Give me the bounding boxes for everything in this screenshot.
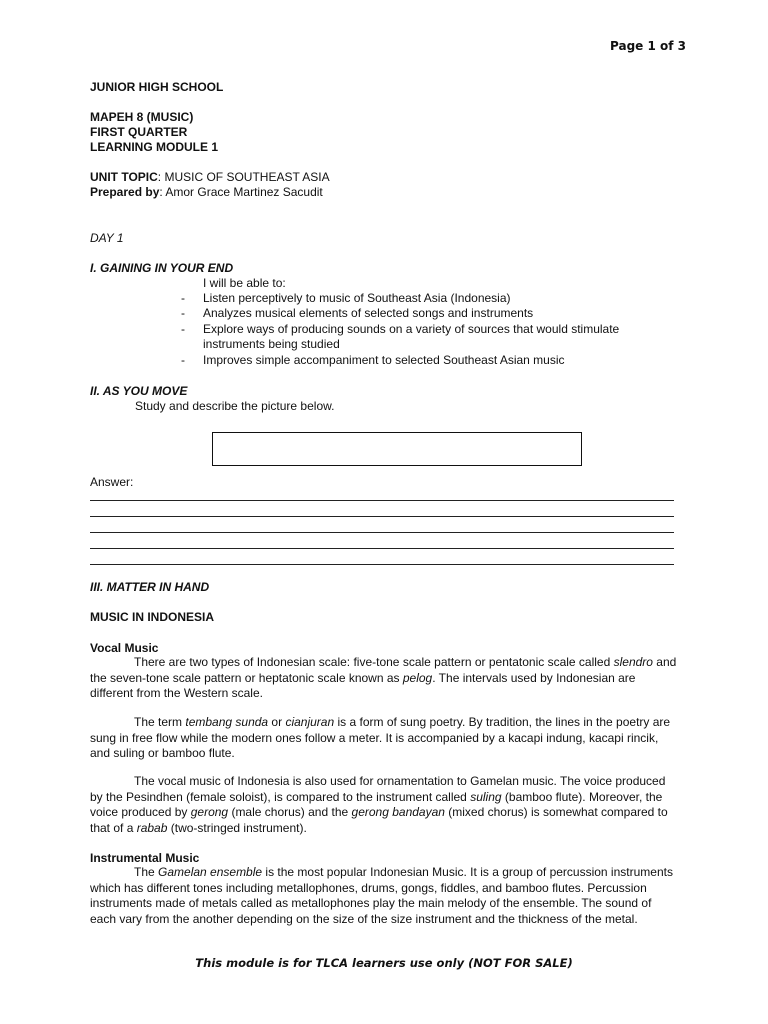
term-suling: suling	[470, 789, 502, 804]
answer-line	[90, 516, 674, 517]
picture-instruction: Study and describe the picture below.	[135, 399, 335, 413]
prepared-by	[90, 185, 323, 200]
answer-line	[90, 532, 674, 533]
vocal-paragraph-2: The term tembang sunda or cianjuran is a form of sung poetry. By tradition, the lines in the poetry are sung in free flow while the modern ones follow a meter. It is accompanied by a kacapi indung, kacapi rincik, and suling or bamboo flute.	[90, 715, 671, 760]
module-title: LEARNING MODULE 1	[90, 140, 219, 154]
answer-line	[90, 548, 674, 549]
objective-item: - Analyzes musical elements of selected songs and instruments	[181, 306, 534, 320]
term-rabab: rabab	[136, 820, 168, 835]
term-cianjuran: cianjuran	[285, 715, 335, 729]
term-gamelan-ensemble: Gamelan ensemble	[158, 865, 263, 879]
answer-line	[90, 500, 674, 501]
objectives-intro: I will be able to:	[203, 276, 286, 290]
section-2-heading: II. AS YOU MOVE	[90, 384, 188, 398]
instrumental-music-heading: Instrumental Music	[90, 851, 200, 865]
day-label: DAY 1	[90, 231, 124, 245]
objective-item-continued: instruments being studied	[203, 337, 340, 351]
quarter-title: FIRST QUARTER	[90, 125, 188, 139]
term-pelog: pelog	[402, 670, 433, 685]
subject-title: MAPEH 8 (MUSIC)	[90, 110, 194, 124]
prepared-by-label: Prepared by	[90, 185, 160, 199]
unit-topic	[90, 170, 330, 185]
instrumental-paragraph-1: The Gamelan ensemble is the most popular Indonesian Music. It is a group of percussion instruments which has different tones including metallophones, drums, gongs, fiddles, and bamboo flutes. Percussion instruments made of metals called as metallophones play the main melody of the ensemble. The sound of each vary from the another depending on the size of the size instrument and the thickness of the metal.	[90, 865, 673, 926]
footer-note: This module is for TLCA learners use only (NOT FOR SALE)	[195, 956, 573, 970]
term-gerong: gerong	[190, 805, 229, 819]
vocal-paragraph-3: The vocal music of Indonesia is also used for ornamentation to Gamelan music. The voice produced by the Pesindhen (female soloist), is compared to the instrument called suling (bamboo flute). Moreover, the voice produced by gerong (male chorus) and the gerong bandayan (mixed chorus) is somewhat compared to that of a rabab (two-stringed instrument).	[90, 774, 668, 835]
vocal-music-heading: Vocal Music	[90, 641, 159, 655]
objective-item: - Explore ways of producing sounds on a variety of sources that would stimulate	[181, 322, 620, 336]
term-tembang-sunda: tembang sunda	[185, 715, 269, 729]
answer-label: Answer:	[90, 475, 134, 489]
objective-item: - Listen perceptively to music of Southeast Asia (Indonesia)	[181, 291, 511, 305]
term-gerong-bandayan: gerong bandayan	[351, 805, 445, 819]
section-1-heading: I. GAINING IN YOUR END	[90, 261, 234, 275]
music-in-indonesia-heading: MUSIC IN INDONESIA	[90, 610, 215, 624]
term-slendro: slendro	[613, 655, 653, 669]
vocal-paragraph-1: There are two types of Indonesian scale: five-tone scale pattern or pentatonic scale called slendro and the seven-tone scale pattern or heptatonic scale known as pelog. The intervals used by Indonesian are different from the Western scale.	[90, 655, 677, 700]
picture-placeholder-box	[212, 432, 582, 466]
page-number: Page 1 of 3	[610, 39, 686, 53]
school-level: JUNIOR HIGH SCHOOL	[90, 80, 224, 94]
unit-topic-label: UNIT TOPIC	[90, 170, 158, 184]
objective-item: - Improves simple accompaniment to selected Southeast Asian music	[181, 353, 565, 367]
unit-topic-value: : MUSIC OF SOUTHEAST ASIA	[157, 170, 330, 184]
section-3-heading: III. MATTER IN HAND	[90, 580, 210, 594]
answer-line	[90, 564, 674, 565]
prepared-by-value: : Amor Grace Martinez Sacudit	[159, 185, 323, 199]
